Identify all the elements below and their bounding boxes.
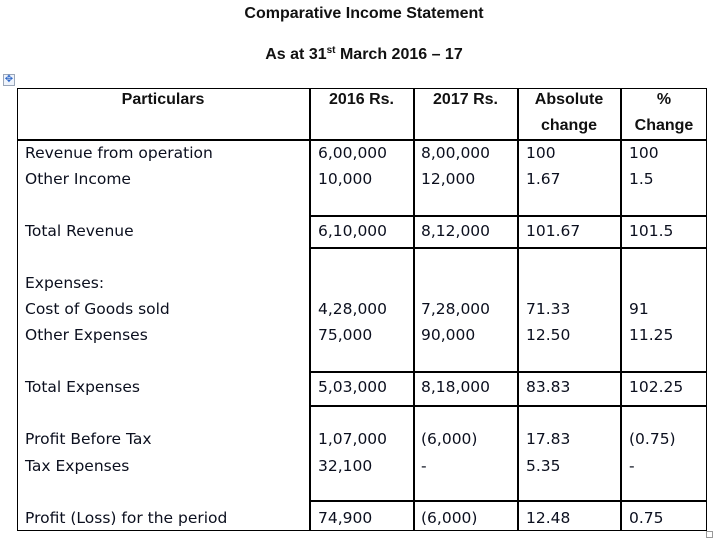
row-2017: (6,000)	[421, 430, 478, 448]
row-2016: 32,100	[318, 457, 373, 475]
header-2017: 2017 Rs.	[433, 91, 498, 108]
row-percent: 100	[629, 144, 659, 162]
row-label: Total Revenue	[25, 222, 134, 240]
row-2016: 75,000	[318, 326, 373, 344]
move-arrows-icon[interactable]: ✥	[4, 74, 14, 85]
row-2016: 1,07,000	[318, 430, 388, 448]
row-percent: 91	[629, 300, 649, 318]
header-percent-line2: Change	[634, 117, 694, 134]
row-absolute: 71.33	[526, 300, 571, 318]
row-divider	[309, 405, 707, 407]
row-label: Profit Before Tax	[25, 430, 152, 448]
header-absolute-line2: change	[540, 117, 597, 134]
row-absolute: 5.35	[526, 457, 561, 475]
row-divider	[309, 215, 707, 217]
row-divider	[309, 371, 707, 373]
header-particulars: Particulars	[121, 91, 205, 108]
row-divider	[309, 247, 707, 249]
row-label: Revenue from operation	[25, 144, 213, 162]
row-label: Cost of Goods sold	[25, 300, 170, 318]
row-absolute: 12.50	[526, 326, 571, 344]
row-label: Other Income	[25, 170, 131, 188]
column-divider	[309, 88, 311, 531]
column-divider	[620, 88, 622, 531]
document-title: Comparative Income Statement	[244, 5, 484, 22]
row-2016: 74,900	[318, 509, 373, 527]
row-2017: 8,00,000	[421, 144, 491, 162]
header-absolute-line1: Absolute	[534, 91, 604, 108]
row-percent: 1.5	[629, 170, 654, 188]
subtitle-superscript: st	[326, 45, 336, 56]
row-2016: 6,10,000	[318, 222, 388, 240]
document-subtitle	[0, 46, 728, 64]
row-2017: -	[421, 457, 427, 475]
row-absolute: 83.83	[526, 378, 571, 396]
row-absolute: 17.83	[526, 430, 571, 448]
column-divider	[413, 88, 415, 531]
row-absolute: 100	[526, 144, 556, 162]
header-percent-line1: %	[656, 91, 672, 108]
row-percent: (0.75)	[629, 430, 676, 448]
row-percent: 101.5	[629, 222, 674, 240]
row-2016: 5,03,000	[318, 378, 388, 396]
row-label: Expenses:	[25, 274, 105, 292]
row-label: Tax Expenses	[25, 457, 130, 475]
row-absolute: 12.48	[526, 509, 571, 527]
header-2016: 2016 Rs.	[329, 91, 394, 108]
row-2016: 10,000	[318, 170, 373, 188]
row-percent: 102.25	[629, 378, 684, 396]
row-label: Profit (Loss) for the period	[25, 509, 228, 527]
row-2017: 12,000	[421, 170, 476, 188]
row-absolute: 101.67	[526, 222, 581, 240]
row-2016: 4,28,000	[318, 300, 388, 318]
row-divider	[309, 500, 707, 502]
row-2017: 7,28,000	[421, 300, 491, 318]
row-percent: 11.25	[629, 326, 674, 344]
row-label: Other Expenses	[25, 326, 148, 344]
row-label: Total Expenses	[25, 378, 140, 396]
row-2017: 8,12,000	[421, 222, 491, 240]
row-2017: (6,000)	[421, 509, 478, 527]
row-2017: 90,000	[421, 326, 476, 344]
column-divider	[517, 88, 519, 531]
row-2017: 8,18,000	[421, 378, 491, 396]
row-2016: 6,00,000	[318, 144, 388, 162]
subtitle-prefix: As at 31	[265, 46, 327, 63]
resize-handle-icon[interactable]	[706, 531, 713, 538]
row-percent: -	[629, 457, 635, 475]
row-absolute: 1.67	[526, 170, 561, 188]
subtitle-suffix: March 2016 – 17	[335, 46, 463, 63]
row-percent: 0.75	[629, 509, 664, 527]
